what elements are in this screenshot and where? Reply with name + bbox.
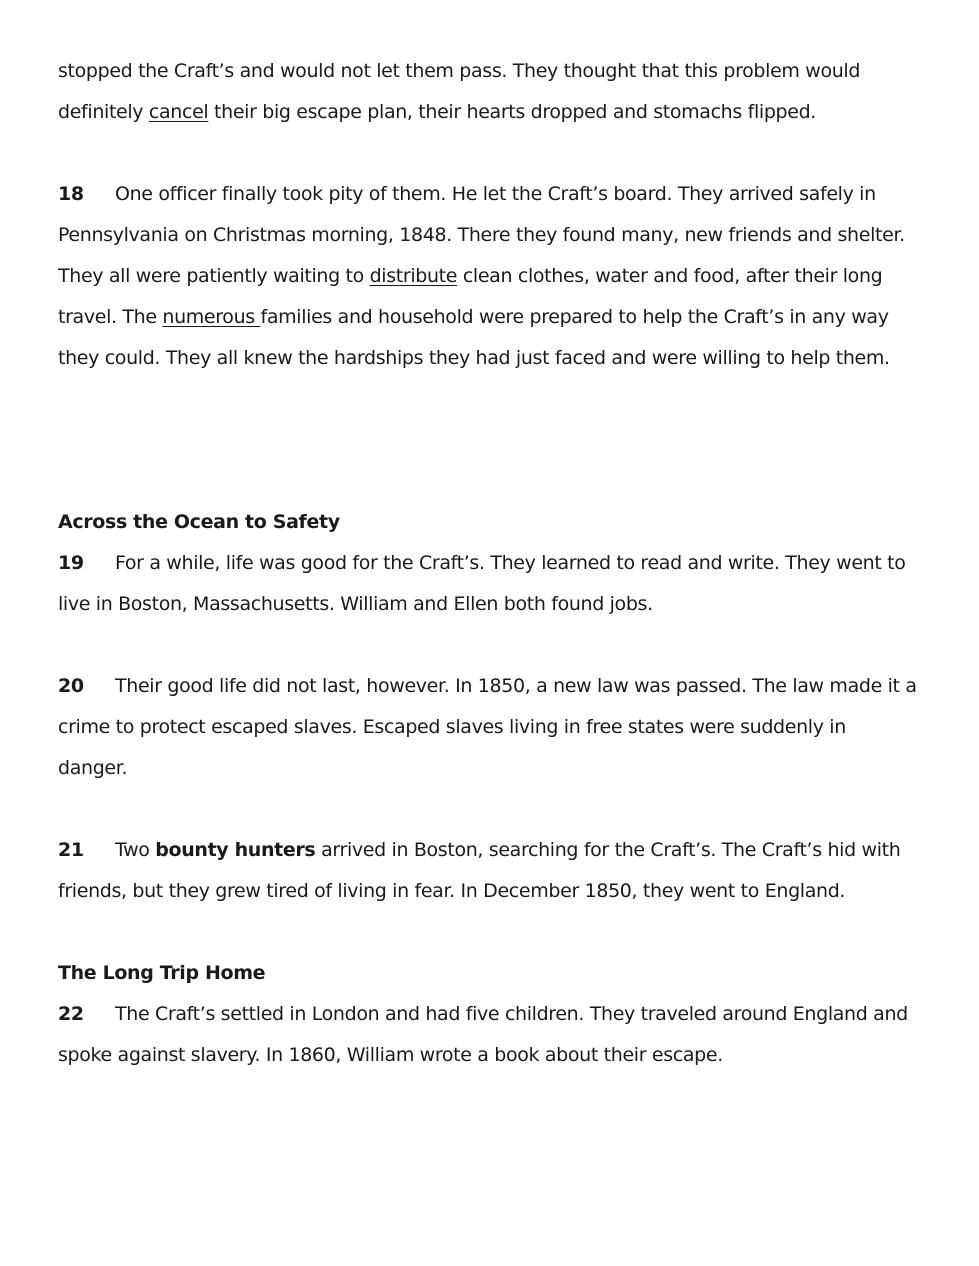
vocab-word-numerous: numerous (162, 306, 261, 328)
text-span: spoke against slavery. In 1860, William wrote a book about their escape. (58, 1044, 723, 1066)
paragraph-19-line-1 (58, 543, 938, 584)
paragraph-21-line-2 (58, 871, 938, 912)
section-heading-across-the-ocean: Across the Ocean to Safety (58, 511, 340, 533)
paragraph-20-line-3 (58, 748, 938, 789)
text-span: they could. They all knew the hardships they had just faced and were willing to help them. (58, 347, 890, 369)
text-span: danger. (58, 757, 128, 779)
text-span: One officer finally took pity of them. He let the Craft’s board. They arrived safely in (115, 183, 876, 205)
text-span: They all were patiently waiting to (58, 265, 370, 287)
vocab-word-cancel: cancel (148, 101, 209, 123)
paragraph-number-20: 20 (58, 675, 84, 697)
document-page (58, 51, 938, 1076)
text-span: For a while, life was good for the Craft’s. They learned to read and write. They went to (115, 552, 906, 574)
continuation-line-1 (58, 51, 938, 92)
section-heading-long-trip-home: The Long Trip Home (58, 962, 266, 984)
paragraph-18-line-4 (58, 297, 938, 338)
paragraph-19-line-2 (58, 584, 938, 625)
text-span: Pennsylvania on Christmas morning, 1848. There they found many, new friends and shelter. (58, 224, 905, 246)
text-span: Their good life did not last, however. In 1850, a new law was passed. The law made it a (115, 675, 917, 697)
text-span: live in Boston, Massachusetts. William and Ellen both found jobs. (58, 593, 653, 615)
paragraph-number-21: 21 (58, 839, 84, 861)
paragraph-18-line-1 (58, 174, 938, 215)
paragraph-number-18: 18 (58, 183, 84, 205)
paragraph-18-line-5 (58, 338, 938, 379)
text-span: their big escape plan, their hearts dropped and stomachs flipped. (208, 101, 816, 123)
text-span: families and household were prepared to help the Craft’s in any way (260, 306, 889, 328)
text-span: crime to protect escaped slaves. Escaped slaves living in free states were suddenly in (58, 716, 846, 738)
text-span: clean clothes, water and food, after their long (457, 265, 883, 287)
paragraph-number-22: 22 (58, 1003, 84, 1025)
text-span: arrived in Boston, searching for the Craft’s. The Craft’s hid with (315, 839, 901, 861)
text-span: The Craft’s settled in London and had five children. They traveled around England and (115, 1003, 908, 1025)
text-span: stopped the Craft’s and would not let them pass. They thought that this problem would (58, 60, 861, 82)
text-span: travel. The (58, 306, 163, 328)
text-span: definitely (58, 101, 149, 123)
paragraph-number-19: 19 (58, 552, 84, 574)
paragraph-18-line-2 (58, 215, 938, 256)
paragraph-20-line-2 (58, 707, 938, 748)
text-span: friends, but they grew tired of living in fear. In December 1850, they went to England. (58, 880, 846, 902)
text-span: Two (115, 839, 156, 861)
vocab-word-distribute: distribute (369, 265, 458, 287)
paragraph-18-line-3 (58, 256, 938, 297)
vocab-term-bounty-hunters: bounty hunters (155, 839, 316, 861)
paragraph-20-line-1 (58, 666, 938, 707)
continuation-line-2 (58, 92, 938, 133)
paragraph-21-line-1 (58, 830, 938, 871)
paragraph-22-line-1 (58, 994, 938, 1035)
paragraph-22-line-2 (58, 1035, 938, 1076)
